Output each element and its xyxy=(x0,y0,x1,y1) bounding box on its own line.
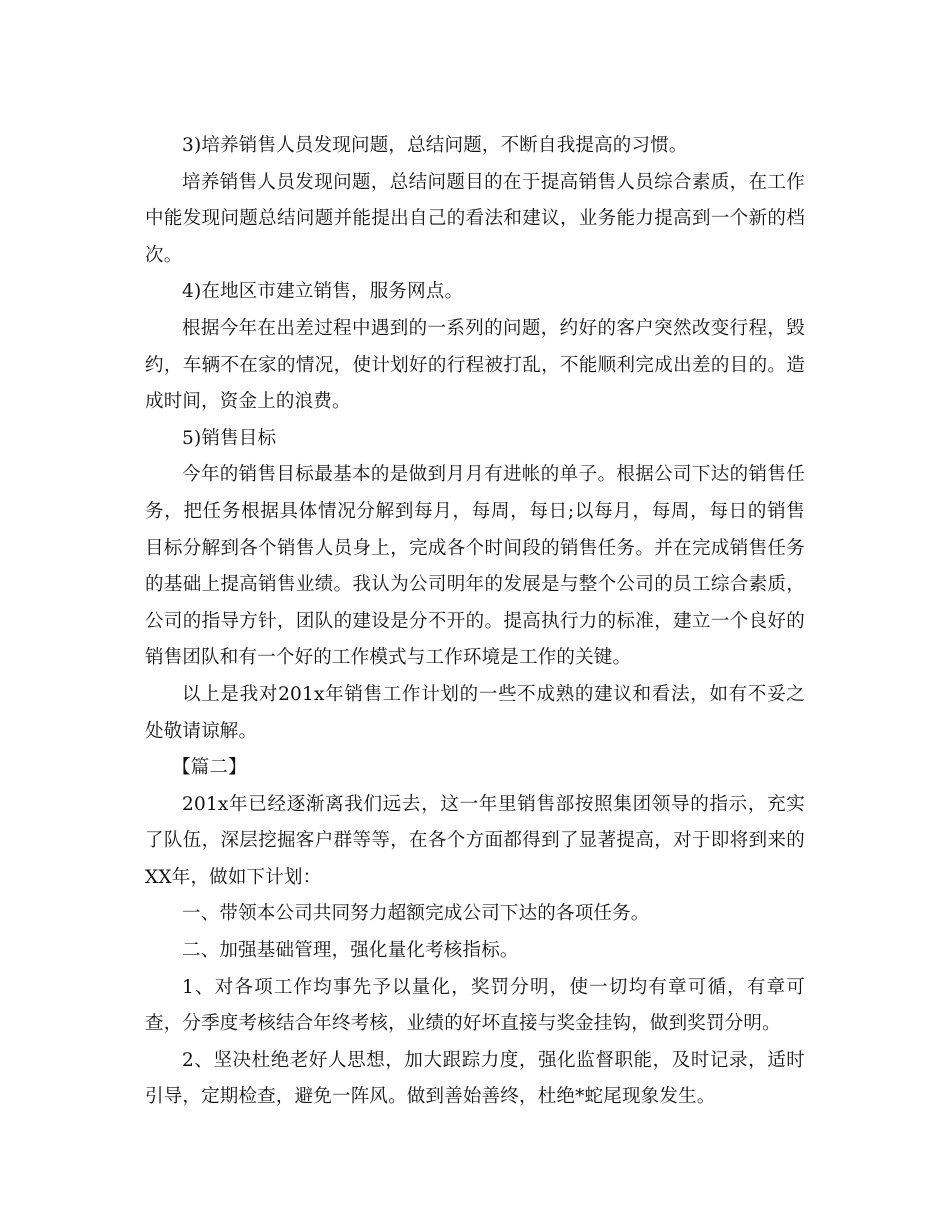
plan-item-1: 一、带领本公司共同努力超额完成公司下达的各项任务。 xyxy=(182,903,650,925)
part-two-intro: 201x年已经逐渐离我们远去，这一年里销售部按照集团领导的指示，充实了队伍，深层挖掘客户群等等，在各个方面都得到了显著提高，对于即将到来的XX年，做如下计划： xyxy=(145,793,805,888)
section-title-part-two: 【篇二】 xyxy=(172,757,247,779)
closing-paragraph: 以上是我对201x年销售工作计划的一些不成熟的建议和看法，如有不妥之处敬请谅解。 xyxy=(145,683,805,742)
subheading-3: 3)培养销售人员发现问题，总结问题，不断自我提高的习惯。 xyxy=(182,135,688,156)
paragraph-4-body: 根据今年在出差过程中遇到的一系列的问题，约好的客户突然改变行程，毁约，车辆不在家的情况，使计划好的行程被打乱，不能顺利完成出差的目的。造成时间，资金上的浪费。 xyxy=(145,317,805,413)
subheading-5: 5)销售目标 xyxy=(182,427,277,449)
subheading-4: 4)在地区市建立销售，服务网点。 xyxy=(182,281,464,303)
plan-item-2: 二、加强基础管理，强化量化考核指标。 xyxy=(182,940,519,962)
document-page xyxy=(145,128,805,1116)
paragraph-5-body: 今年的销售目标最基本的是做到月月有进帐的单子。根据公司下达的销售任务，把任务根据具体情况分解到每月，每周，每日;以每月，每周，每日的销售目标分解到各个销售人员身上，完成各个时间段的销售任务。并在完成销售任务的基础上提高销售业绩。我认为公司明年的发展是与整个公司的员工综合素质，公司的指导方针，团队的建设是分不开的。提高执行力的标准，建立一个良好的销售团队和有一个好的工作模式与工作环境是工作的关键。 xyxy=(145,464,805,669)
paragraph-3-body: 培养销售人员发现问题，总结问题目的在于提高销售人员综合素质，在工作中能发现问题总结问题并能提出自己的看法和建议，业务能力提高到一个新的档次。 xyxy=(145,171,805,266)
plan-subitem-2: 2、坚决杜绝老好人思想，加大跟踪力度，强化监督职能，及时记录，适时引导，定期检查，避免一阵风。做到善始善终，杜绝*蛇尾现象发生。 xyxy=(145,1049,805,1108)
plan-subitem-1: 1、对各项工作均事先予以量化，奖罚分明，使一切均有章可循，有章可查，分季度考核结合年终考核，业绩的好坏直接与奖金挂钩，做到奖罚分明。 xyxy=(145,976,805,1035)
